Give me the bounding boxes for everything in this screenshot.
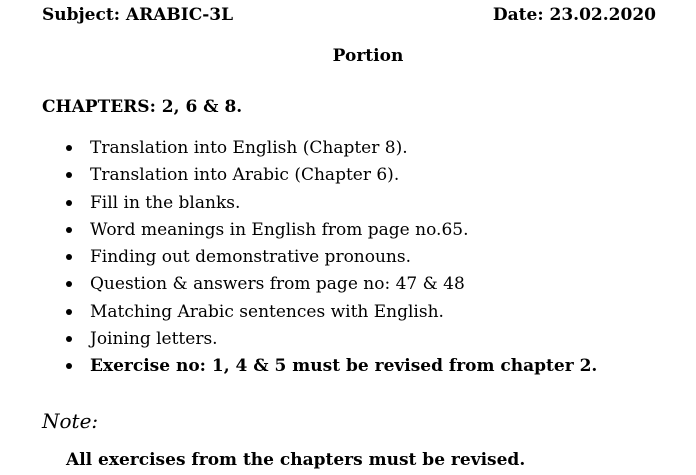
bullet-icon bbox=[66, 200, 72, 206]
bullet-icon bbox=[66, 254, 72, 260]
bullet-icon bbox=[66, 363, 72, 369]
list-item-text: Word meanings in English from page no.65. bbox=[90, 219, 469, 240]
note-text: All exercises from the chapters must be revised. bbox=[66, 450, 526, 470]
list-item-text: Question & answers from page no: 47 & 48 bbox=[90, 274, 465, 295]
list-item-text: Finding out demonstrative pronouns. bbox=[90, 247, 412, 268]
bullet-icon bbox=[66, 172, 72, 178]
bullet-icon bbox=[66, 281, 72, 287]
page-title: Portion bbox=[332, 46, 404, 66]
list-item-text: Fill in the blanks. bbox=[90, 192, 241, 213]
note-heading: Note: bbox=[42, 409, 99, 433]
bullet-icon bbox=[66, 145, 72, 151]
list-item-text: Matching Arabic sentences with English. bbox=[90, 301, 444, 322]
bullet-icon bbox=[66, 227, 72, 233]
subject-label: Subject: ARABIC-3L bbox=[42, 5, 234, 25]
date-label: Date: 23.02.2020 bbox=[492, 5, 656, 25]
list-item-text: Translation into Arabic (Chapter 6). bbox=[90, 165, 400, 186]
list-item-text: Translation into English (Chapter 8). bbox=[90, 138, 408, 158]
list-item-text: Joining letters. bbox=[90, 329, 218, 350]
bullet-icon bbox=[66, 336, 72, 342]
bullet-icon bbox=[66, 309, 72, 315]
list-item-text: Exercise no: 1, 4 & 5 must be revised from chapter 2. bbox=[90, 356, 598, 377]
chapters-heading: CHAPTERS: 2, 6 & 8. bbox=[42, 97, 243, 117]
